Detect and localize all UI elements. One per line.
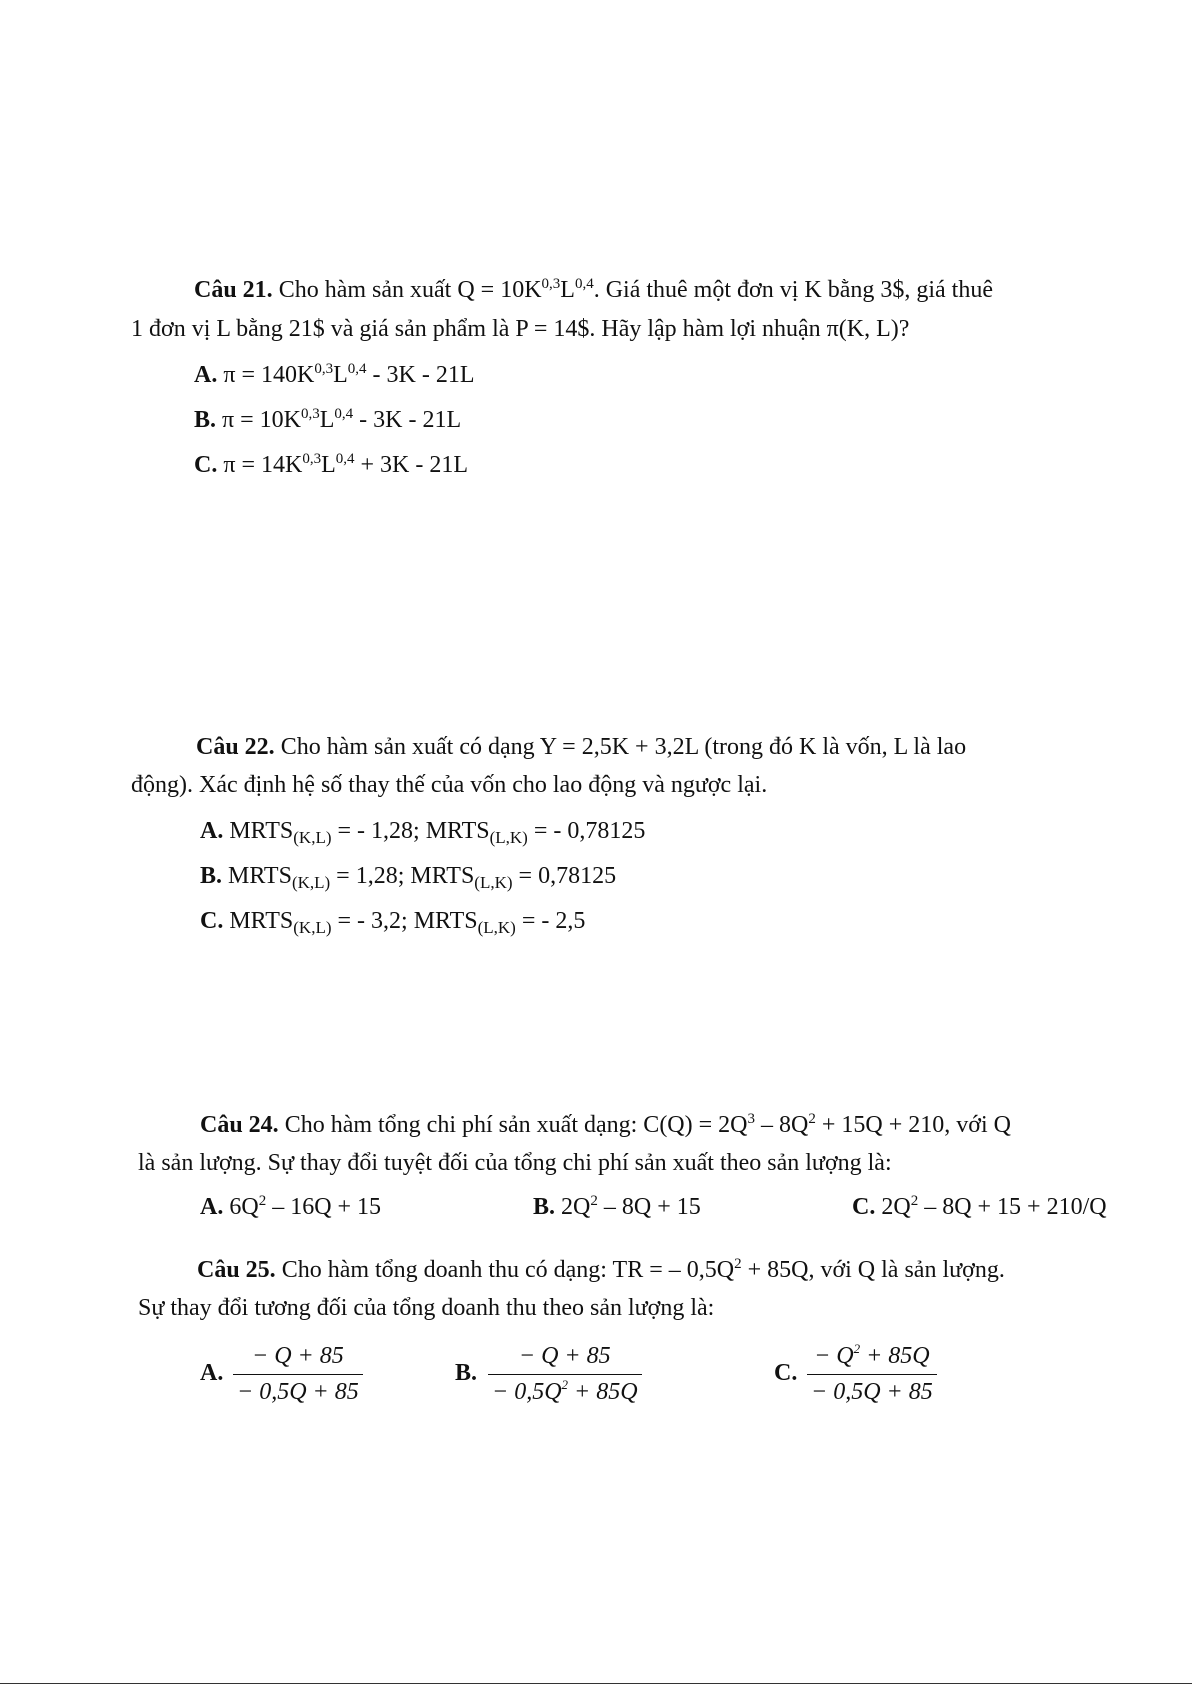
question-25-option-b-fraction[interactable] bbox=[488, 1342, 642, 1407]
fraction-denominator: − 0,5Q + 85 bbox=[237, 1378, 359, 1405]
question-22-label: Câu 22. bbox=[196, 734, 275, 760]
question-24-label: Câu 24. bbox=[200, 1112, 279, 1138]
question-21-label: Câu 21. bbox=[194, 277, 273, 303]
question-24-line-2: là sản lượng. Sự thay đổi tuyệt đối của tổng chi phí sản xuất theo sản lượng là: bbox=[138, 1150, 892, 1176]
fraction-denominator: − 0,5Q + 85 bbox=[811, 1378, 933, 1405]
question-24-option-b[interactable]: B. $2Q^2 - 8Q + 15$ bbox=[533, 1193, 701, 1220]
question-22-option-c[interactable]: C. $MRTS_{(K,L)}$ = - 3,2; $MRTS_{(L,K)}$ = - 2,5 bbox=[200, 908, 586, 937]
fraction-numerator: − $Q^2 + 85Q$ bbox=[807, 1342, 937, 1375]
question-25-option-a-fraction[interactable] bbox=[233, 1342, 363, 1407]
question-24-line-1: Câu 24. Cho hàm tổng chi phí sản xuất dạng: $C(Q) = 2Q^3 - 8Q^2 + 15Q + 210$, với Q bbox=[200, 1111, 1011, 1138]
question-21-line-2: 1 đơn vị L bằng 21$ và giá sản phẩm là P = 14$. Hãy lập hàm lợi nhuận π(K, L)? bbox=[131, 316, 910, 342]
question-24-option-a[interactable]: A. $6Q^2 - 16Q + 15$ bbox=[200, 1193, 382, 1220]
fraction-numerator: − Q + 85 bbox=[488, 1342, 642, 1375]
question-21-option-b[interactable]: B. $\pi = 10K^{0,3}L^{0,4} - 3K - 21L$ bbox=[194, 406, 462, 433]
question-25-option-b-label[interactable]: B. bbox=[455, 1360, 478, 1386]
question-25-line-1: Câu 25. Cho hàm tổng doanh thu có dạng: TR = – $0,5Q^2 + 85Q$, với Q là sản lượng. bbox=[197, 1256, 1005, 1283]
question-22-line-2: động). Xác định hệ số thay thế của vốn cho lao động và ngược lại. bbox=[131, 772, 768, 798]
question-25-line-2: Sự thay đổi tương đối của tổng doanh thu theo sản lượng là: bbox=[138, 1295, 715, 1321]
question-25-option-a-label[interactable]: A. bbox=[200, 1360, 224, 1386]
question-21-option-a[interactable]: A. $\pi = 140K^{0,3}L^{0,4} - 3K - 21L$ bbox=[194, 361, 475, 388]
question-25-option-c-fraction[interactable] bbox=[807, 1342, 937, 1407]
question-22-option-b[interactable]: B. $MRTS_{(K,L)} = 1,28$; $MRTS_{(L,K)} = 0,78125$ bbox=[200, 863, 617, 892]
fraction-denominator: − $0,5Q^2 + 85Q$ bbox=[492, 1376, 638, 1405]
question-21-option-c[interactable]: C. $\pi = 14K^{0,3}L^{0,4} + 3K - 21L$ bbox=[194, 451, 469, 478]
question-24-option-c[interactable]: C. $2Q^2 - 8Q + 15 + 210/Q$ bbox=[852, 1193, 1107, 1220]
page-bottom-rule bbox=[0, 1683, 1192, 1684]
question-25-label: Câu 25. bbox=[197, 1257, 276, 1283]
question-25-option-c-label[interactable]: C. bbox=[774, 1360, 798, 1386]
fraction-numerator: − Q + 85 bbox=[233, 1342, 363, 1375]
question-21-line-1: Câu 21. Cho hàm sản xuất $Q = 10K^{0,3}L^{0,4}$. Giá thuê một đơn vị K bằng 3$, giá thuê bbox=[194, 276, 993, 303]
question-22-option-a[interactable]: A. $MRTS_{(K,L)}$ = - 1,28; $MRTS_{(L,K)}$ = - 0,78125 bbox=[200, 818, 646, 847]
question-22-line-1: Câu 22. Cho hàm sản xuất có dạng Y = 2,5K + 3,2L (trong đó K là vốn, L là lao bbox=[196, 734, 967, 760]
